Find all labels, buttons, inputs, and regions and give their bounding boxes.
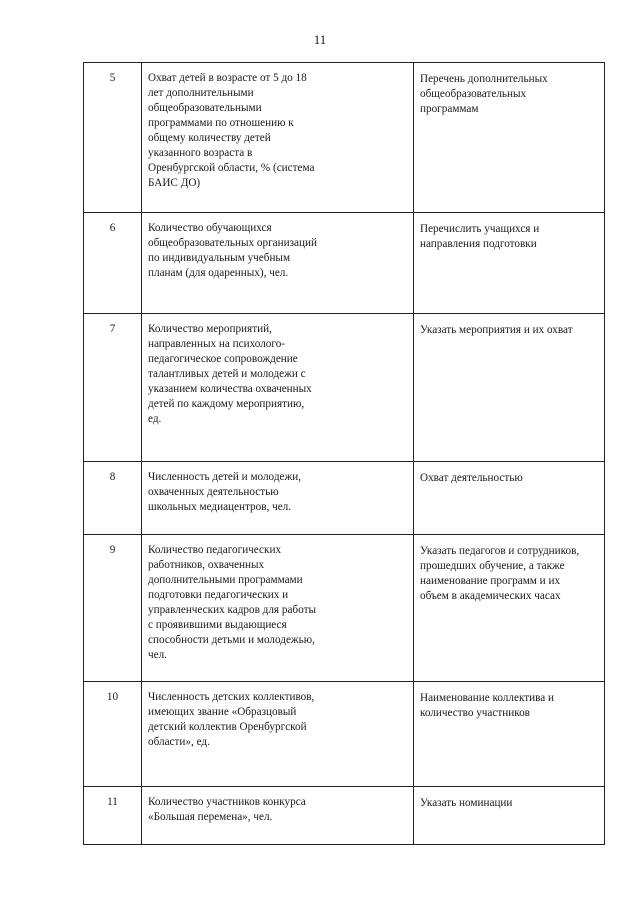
indicator-cell — [142, 63, 414, 213]
note-cell — [414, 213, 605, 314]
note-text: Наименование коллектива и количество участников — [420, 692, 554, 719]
note-cell — [414, 535, 605, 682]
note-cell — [414, 682, 605, 787]
page-number: 11 — [313, 32, 327, 47]
indicator-text: Количество обучающихся общеобразовательных организаций по индивидуальным учебным планам (для одаренных), чел. — [148, 222, 317, 279]
table-row — [84, 314, 605, 462]
indicator-cell — [142, 535, 414, 682]
table-row — [84, 682, 605, 787]
indicator-text: Численность детских коллективов, имеющих звание «Образцовый детский коллектив Оренбургской области», ед. — [148, 691, 315, 748]
row-number: 10 — [84, 682, 142, 787]
indicator-text: Численность детей и молодежи, охваченных деятельностью школьных медиацентров, чел. — [148, 471, 302, 513]
note-cell — [414, 787, 605, 845]
indicator-text: Охват детей в возрасте от 5 до 18 лет дополнительными общеобразовательными программами по отношению к общему количеству детей указанного возраста в Оренбургской области, % (система БАИС ДО) — [148, 72, 315, 189]
indicators-table — [83, 62, 605, 845]
note-cell — [414, 462, 605, 535]
table-row — [84, 787, 605, 845]
row-number: 7 — [84, 314, 142, 462]
note-text: Перечислить учащихся и направления подготовки — [420, 223, 540, 250]
indicator-cell — [142, 462, 414, 535]
row-number: 9 — [84, 535, 142, 682]
indicator-text: Количество педагогических работников, охваченных дополнительными программами подготовки педагогических и управленческих кадров для работы с проявившими выдающиеся способности детьми и молодежью, чел. — [148, 544, 316, 661]
indicator-cell — [142, 787, 414, 845]
indicator-cell — [142, 213, 414, 314]
note-text: Указать номинации — [420, 797, 513, 809]
table-row — [84, 462, 605, 535]
table-row — [84, 213, 605, 314]
table-row — [84, 63, 605, 213]
note-text: Указать мероприятия и их охват — [420, 324, 573, 336]
row-number: 11 — [84, 787, 142, 845]
row-number: 5 — [84, 63, 142, 213]
note-text: Перечень дополнительных общеобразовательных программам — [420, 73, 548, 115]
note-cell — [414, 63, 605, 213]
indicator-text: Количество участников конкурса «Большая перемена», чел. — [148, 796, 306, 823]
indicator-cell — [142, 314, 414, 462]
table-row — [84, 535, 605, 682]
note-text: Указать педагогов и сотрудников, прошедших обучение, а также наименование программ и их объем в академических часах — [420, 545, 580, 602]
row-number: 8 — [84, 462, 142, 535]
indicator-text: Количество мероприятий, направленных на психолого-педагогическое сопровождение талантливых детей и молодежи с указанием количества охваченных детей по каждому мероприятию, ед. — [148, 323, 312, 425]
note-text: Охват деятельностью — [420, 472, 523, 484]
indicator-cell — [142, 682, 414, 787]
note-cell — [414, 314, 605, 462]
row-number: 6 — [84, 213, 142, 314]
